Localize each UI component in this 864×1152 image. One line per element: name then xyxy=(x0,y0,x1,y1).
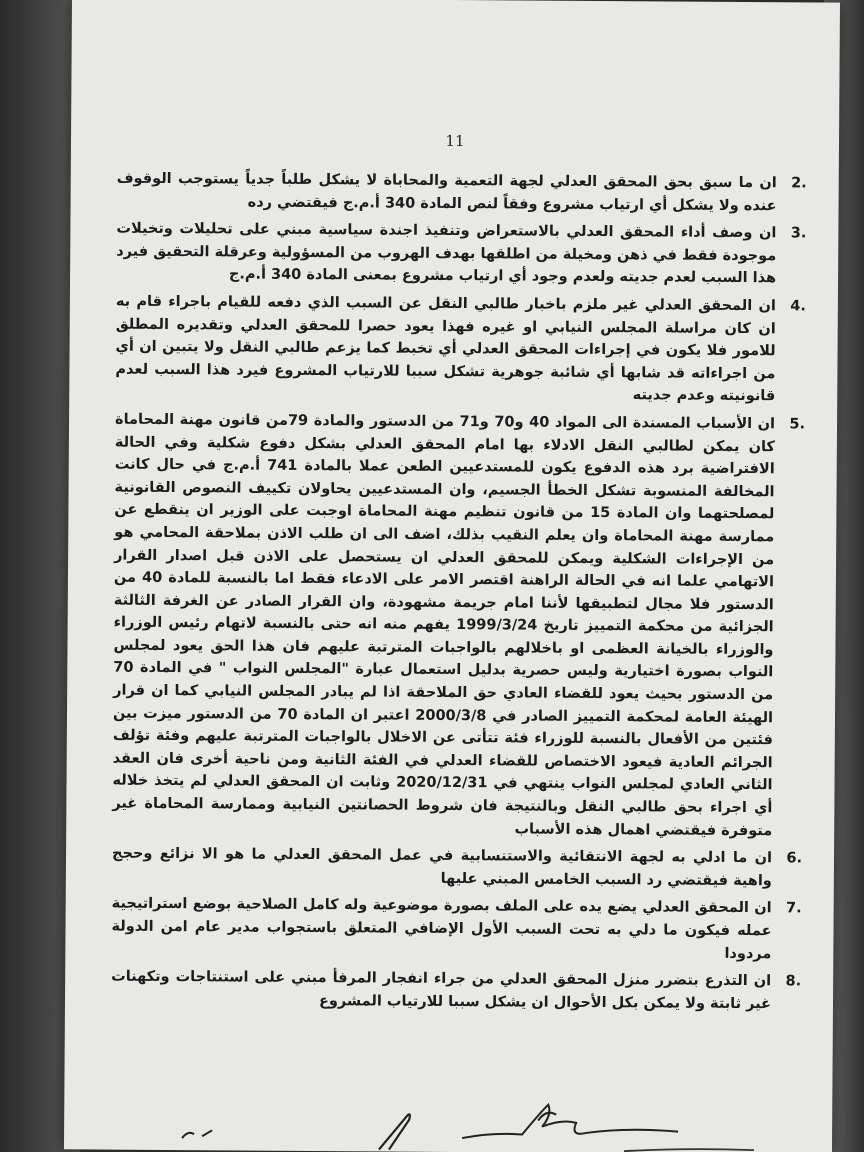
document-body xyxy=(111,168,807,1021)
item-number: 5. xyxy=(789,416,806,433)
item-number: 8. xyxy=(785,973,802,990)
handwritten-signature xyxy=(462,1104,678,1140)
list-item xyxy=(116,218,806,291)
item-text: ان ما ادلي به لجهة الانتقائية والاستنسابية في عمل المحقق العدلي ما هو الا نزائع وحجج واهية فيقتضي رد السبب الخامس المبني عليها xyxy=(111,845,773,890)
document-page xyxy=(64,0,840,1152)
list-item xyxy=(112,409,805,843)
page-number: 11 xyxy=(445,131,465,151)
item-text: ان التذرع بتضرر منزل المحقق العدلي من جراء انفجار المرفأ مبني على استنتاجات وتكهنات غير ثابتة ولا يمكن بكل الأحوال ان يشكل سببا للارتياب المشروع xyxy=(111,968,772,1013)
item-text: ان المحقق العدلي يضع يده على الملف بصورة موضوعية وله كامل الصلاحية بوضع استراتيجية عمله فيكون ما دلي به تحت السبب الأول الإضافي المتعلق باستجواب مدير عام امن الدولة مردودا xyxy=(111,896,772,962)
signatures xyxy=(64,1077,832,1152)
item-text: ان ما سبق بحق المحقق العدلي لجهة التعمية والمحاباة لا يشكل طلباً جدياً يستوجب الوقوف عنده ولا يشكل أي ارتياب مشروع وفقاً لنص المادة 340 أ.م.ج فيقتضي رده xyxy=(116,170,777,214)
handwritten-initials xyxy=(182,1130,212,1138)
list-item xyxy=(111,966,801,1016)
item-number: 7. xyxy=(785,900,802,917)
item-number: 4. xyxy=(790,298,806,315)
item-number: 3. xyxy=(790,225,807,242)
item-text: ان المحقق العدلي غير ملزم باخبار طالبي النقل عن السبب الذي دفعه للقيام باجراء قام به ان كان مراسلة المجلس النيابي او غيره فهذا يعود حصرا للمحقق العدلي وتقديره المطلق للامور فلا يكون في إجراءات المحقق العدلي أي تخبط كما يزعم طالبي النقل ولا يتبين ان أي من اجراءاته قد شابها أي شائبة جوهرية تشكل سببا للارتياب المشروع فيرد هذا السبب لعدم قانونيته وعدم جديته xyxy=(115,293,776,405)
list-item xyxy=(117,168,807,218)
list-item xyxy=(115,291,806,409)
handwritten-signature xyxy=(624,1149,754,1152)
item-number: 6. xyxy=(786,850,803,867)
list-item xyxy=(111,893,801,966)
item-text: ان وصف أداء المحقق العدلي بالاستعراض وتنفيذ اجندة سياسية مبني على تحليلات وتخيلات موجودة فقط في ذهن ومخيلة من اطلقها بهدف الهروب من المسؤولية وعرقلة التحقيق فيرد هذا السبب لعدم جديته ولعدم وجود أي ارتياب مشروع بمعنى المادة 340 أ.م.ج xyxy=(116,220,777,287)
list-item xyxy=(112,843,802,893)
item-number: 2. xyxy=(791,175,807,192)
handwritten-signature xyxy=(379,1114,410,1150)
item-text: ان الأسباب المسندة الى المواد 40 و70 و71 من الدستور والمادة 79من قانون مهنة المحاماة كان يمكن لطالبي النقل الادلاء بها امام المحقق العدلي بشكل دفوع شكلية وفي الحالة الافتراضية برد هذه الدفوع يكون للمستدعيين الطعن عملا بالمادة 741 أ.م.ج في حال كانت المخالفة المنسوبة تشكل الخطأ الجسيم، وان المستدعيين يحاولان تكييف النصوص القانونية لمصلحتهما وان المادة 15 من قانون تنظيم مهنة المحاماة اوجبت على الوزير ان ينقطع عن ممارسة مهنة المحاماة وان يعلم النقيب بذلك، اضف الى ان طلب الاذن بملاحقة المحامي هو من الإجراءات الشكلية ويمكن للمحقق العدلي ان يستحصل على الاذن قبل اصدار القرار الاتهامي علما انه في الحالة الراهنة اقتصر الامر على الادعاء فقط اما بالنسبة للمادة 40 من الدستور فلا مجال لتطبيقها لأننا امام جريمة مشهودة، وان القرار الصادر عن الغرفة الثالثة الجزائية من محكمة التمييز تاريخ 1999/3/24 يفهم منه انه حتى بالنسبة لاتهام رئيس الوزراء والوزراء بالخيانة العظمى او باخلالهم بالواجبات المترتبة عليهم فان هذا الحق يعود لمجلس النواب بصورة اختيارية وليس حصرية بدليل استعمال عبارة "المجلس النواب " في المادة 70 من الدستور بحيث يعود للقضاء العادي حق الملاحقة اذا لم يبادر المجلس النيابي كما ان قرار الهيئة العامة لمحكمة التمييز الصادر في 2000/3/8 اعتبر ان المادة 70 من الدستور ميزت بين فئتين من الأفعال بالنسبة للوزراء فئة تتأتى عن الاخلال بالواجبات المترتبة عليهم وفئة تؤلف الجرائم العادية فيعود الاختصاص للقضاء العدلي في الفئة الثانية ومن ناحية أخرى فان العقد الثاني العادي لمجلس النواب ينتهي في 2020/12/31 وثابت ان المحقق العدلي لم يتخذ خلاله أي اجراء بحق طالبي النقل وبالنتيجة فان شروط الحصانتين النيابية وممارسة المحاماة غير متوفرة فيقتضي اهمال هذه الأسباب xyxy=(112,411,776,839)
